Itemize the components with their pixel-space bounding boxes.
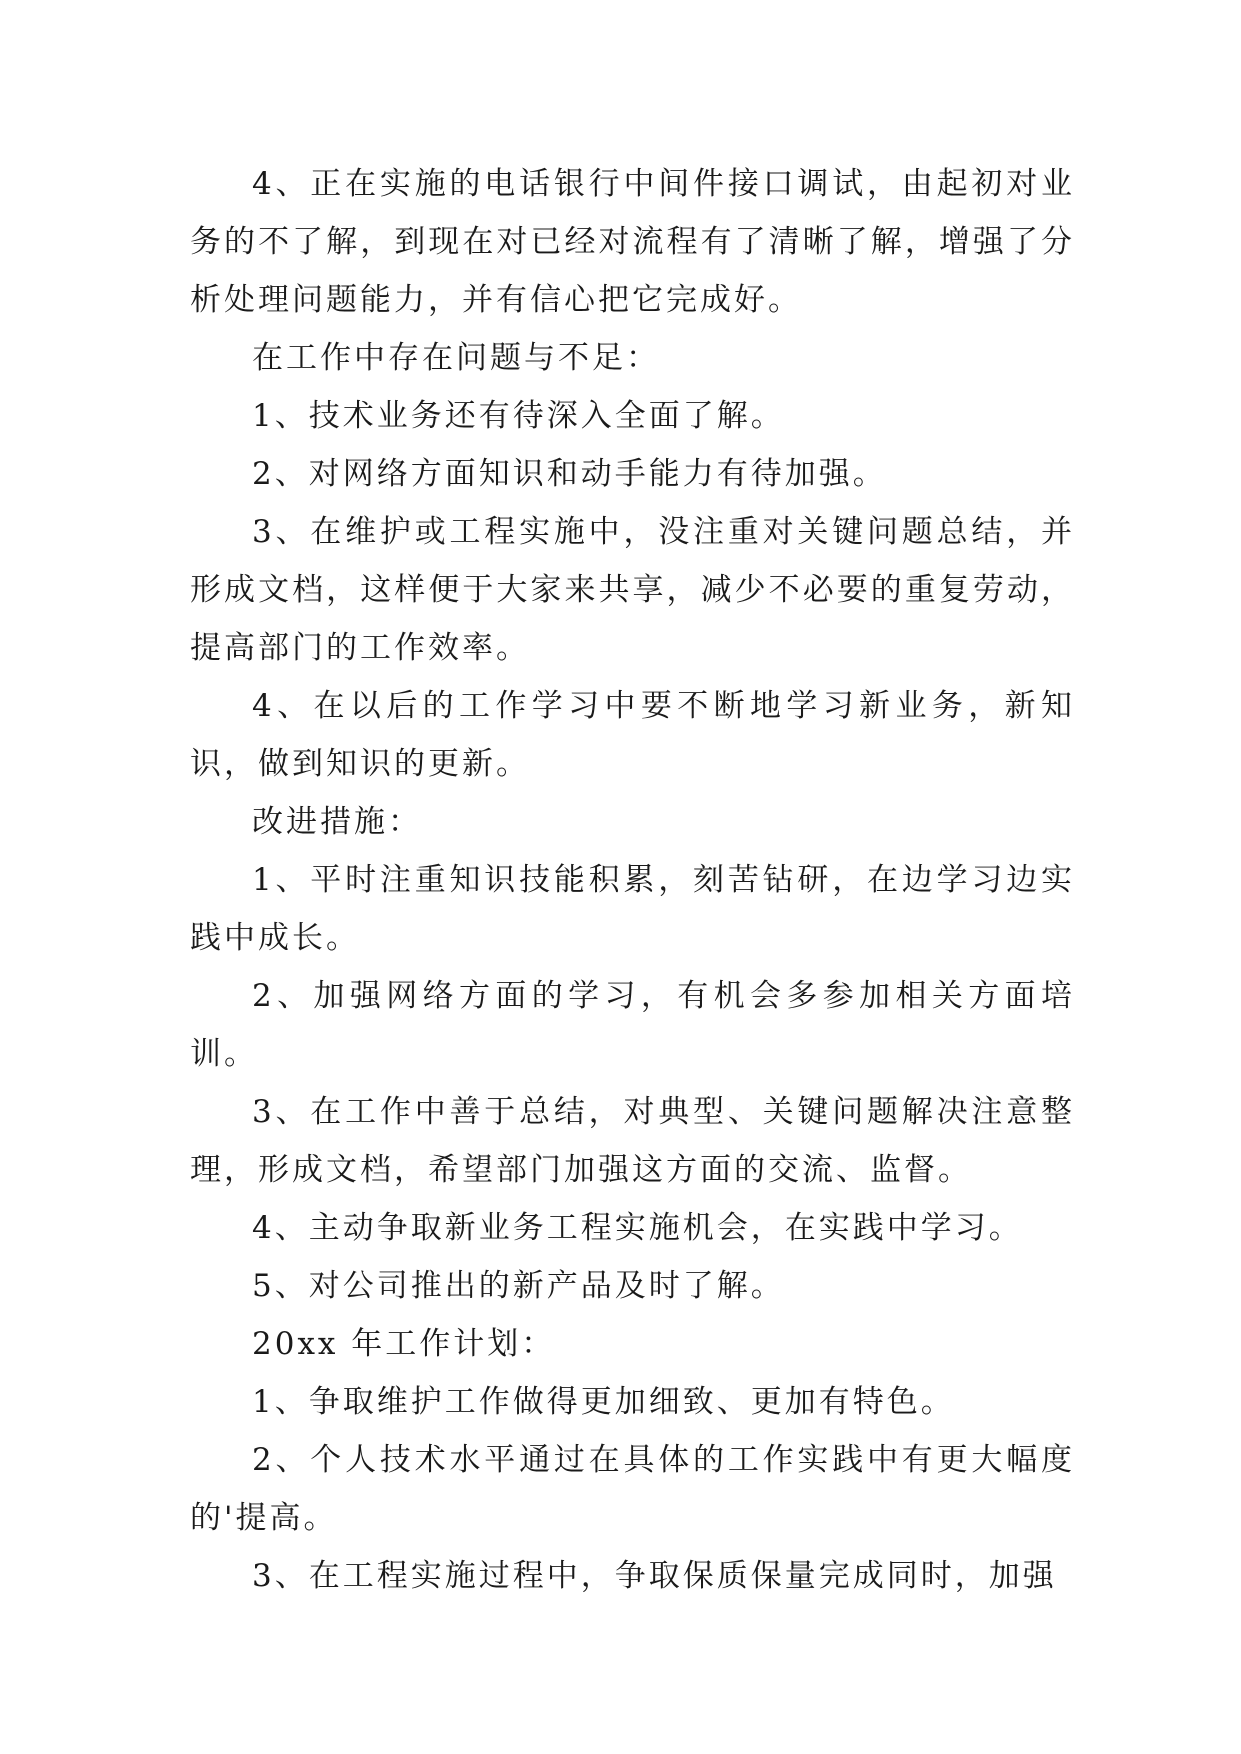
paragraph: 4、主动争取新业务工程实施机会，在实践中学习。	[252, 1210, 1023, 1246]
paragraph: 3、在工作中善于总结，对典型、关键问题解决注意整理，形成文档，希望部门加强这方面的交流、监督。	[190, 1094, 1075, 1188]
paragraph: 4、在以后的工作学习中要不断地学习新业务，新知识，做到知识的更新。	[190, 688, 1075, 782]
paragraph: 2、加强网络方面的学习，有机会多参加相关方面培训。	[190, 978, 1075, 1072]
paragraph: 1、技术业务还有待深入全面了解。	[252, 398, 785, 434]
section-heading: 改进措施：	[252, 804, 422, 840]
paragraph: 1、争取维护工作做得更加细致、更加有特色。	[252, 1384, 955, 1420]
paragraph: 2、对网络方面知识和动手能力有待加强。	[252, 456, 887, 492]
section-heading: 在工作中存在问题与不足：	[252, 340, 660, 376]
paragraph: 5、对公司推出的新产品及时了解。	[252, 1268, 785, 1304]
section-heading: 20xx 年工作计划：	[252, 1326, 556, 1362]
document-body	[190, 155, 1075, 1605]
paragraph: 1、平时注重知识技能积累，刻苦钻研，在边学习边实践中成长。	[190, 862, 1075, 956]
paragraph: 2、个人技术水平通过在具体的工作实践中有更大幅度的'提高。	[190, 1442, 1075, 1536]
paragraph: 3、在工程实施过程中，争取保质保量完成同时，加强	[252, 1558, 1057, 1594]
paragraph: 4、正在实施的电话银行中间件接口调试，由起初对业务的不了解，到现在对已经对流程有了清晰了解，增强了分析处理问题能力，并有信心把它完成好。	[190, 166, 1075, 318]
paragraph: 3、在维护或工程实施中，没注重对关键问题总结，并形成文档，这样便于大家来共享，减少不必要的重复劳动，提高部门的工作效率。	[190, 514, 1075, 666]
